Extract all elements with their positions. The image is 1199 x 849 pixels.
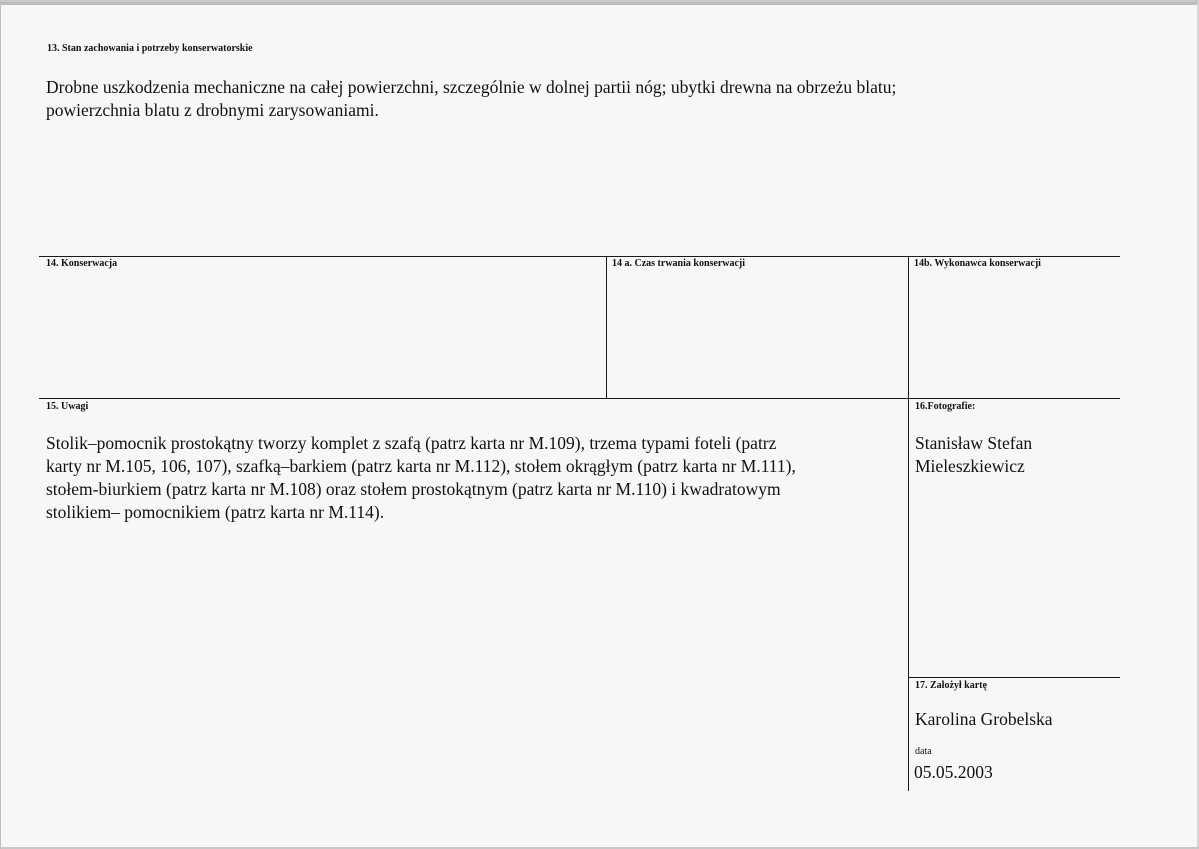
section-15-line-2: karty nr M.105, 106, 107), szafką–barkiem (patrz karta nr M.112), stołem okrągłym (patrz karta nr M.111), (46, 456, 796, 476)
photographer-line-1: Stanisław Stefan (915, 433, 1033, 453)
rule-above-section-14 (39, 256, 1120, 257)
section-14b-label: 14b. Wykonawca konserwacji (914, 258, 1041, 269)
card-author-name: Karolina Grobelska (915, 709, 1053, 729)
section-15-line-1: Stolik–pomocnik prostokątny tworzy komplet z szafą (patrz karta nr M.109), trzema typami foteli (patrz (46, 433, 777, 453)
date-label: data (915, 746, 932, 757)
rule-above-section-17 (908, 677, 1120, 678)
rule-above-section-15 (39, 398, 1120, 399)
section-13-line-2: powierzchnia blatu z drobnymi zarysowaniami. (46, 100, 379, 120)
section-17-label: 17. Założył kartę (915, 680, 987, 691)
section-16-label: 16.Fotografie: (915, 401, 976, 412)
section-15-label: 15. Uwagi (46, 401, 89, 412)
divider-right-column (908, 256, 909, 791)
section-15-line-3: stołem-biurkiem (patrz karta nr M.108) oraz stołem prostokątnym (patrz karta nr M.110) i kwadratowym (46, 479, 781, 499)
photographer-line-2: Mieleszkiewicz (915, 456, 1025, 476)
section-15-line-4: stolikiem– pomocnikiem (patrz karta nr M.114). (46, 502, 385, 522)
section-13-label: 13. Stan zachowania i potrzeby konserwatorskie (47, 43, 253, 54)
card-date: 05.05.2003 (914, 762, 993, 782)
scan-edge-top (1, 2, 1199, 5)
section-14a-label: 14 a. Czas trwania konserwacji (612, 258, 746, 269)
divider-14-14a (606, 256, 607, 399)
section-14-label: 14. Konserwacja (46, 258, 118, 269)
section-13-line-1: Drobne uszkodzenia mechaniczne na całej powierzchni, szczególnie w dolnej partii nóg; ubytki drewna na obrzeżu blatu; (46, 77, 897, 97)
